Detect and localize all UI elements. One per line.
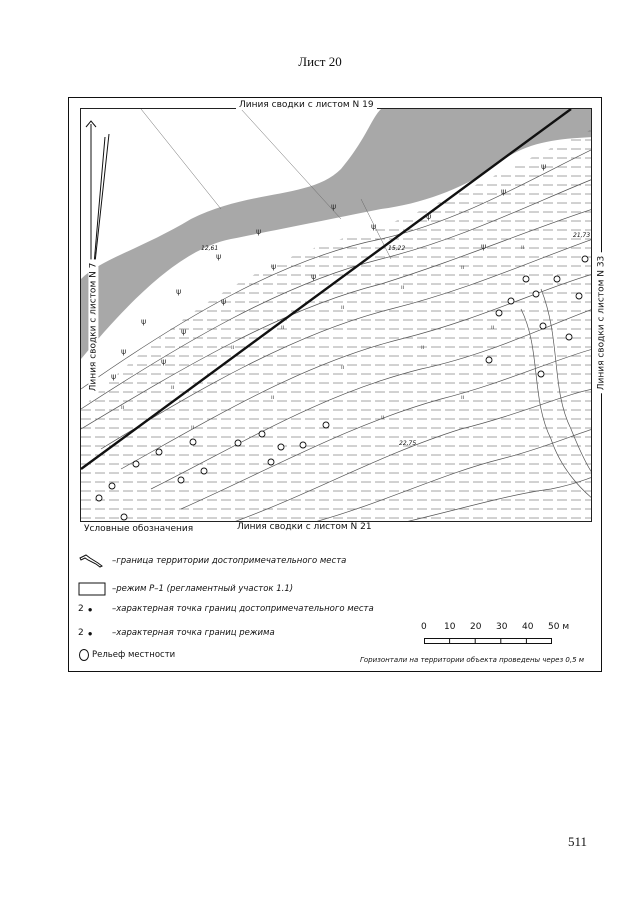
svg-text:ıı: ıı [171, 384, 175, 391]
svg-text:ıı: ıı [341, 364, 345, 371]
svg-text:ıı: ıı [281, 324, 285, 331]
svg-text:ψ: ψ [111, 372, 117, 381]
legend-text: –граница территории достопримечательного места [112, 556, 347, 566]
svg-text:ψ: ψ [501, 187, 507, 196]
point-number: 2 [78, 628, 84, 638]
svg-text:ıı: ıı [461, 394, 465, 401]
svg-text:ψ: ψ [121, 347, 127, 356]
svg-text:ψ: ψ [371, 222, 377, 231]
svg-text:ıı: ıı [341, 304, 345, 311]
edge-label-top: Линия сводки с листом N 19 [236, 100, 377, 110]
svg-text:ıı: ıı [521, 244, 525, 251]
legend-title: Условные обозначения [84, 524, 194, 534]
svg-text:ψ: ψ [311, 272, 317, 281]
elevation-label: 12,61 [201, 245, 219, 252]
svg-text:ψ: ψ [541, 162, 547, 171]
map-drawing [81, 109, 592, 522]
legend-item-regime [78, 580, 293, 598]
svg-text:ψ: ψ [141, 317, 147, 326]
svg-text:ψ: ψ [331, 202, 337, 211]
legend-text: Рельеф местности [92, 650, 176, 660]
legend-item-point-landmark [78, 600, 374, 618]
scale-tick: 50 м [548, 622, 570, 632]
legend-text: –режим Р–1 (регламентный участок 1.1) [112, 584, 294, 594]
scale-tick: 30 [496, 622, 508, 632]
regime-area-icon [78, 582, 112, 596]
point-number: 2 [78, 604, 84, 614]
sheet-title: Лист 20 [298, 54, 342, 69]
svg-text:ψ: ψ [221, 297, 227, 306]
svg-text:ıı: ıı [401, 284, 405, 291]
point-icon: ● [87, 604, 93, 614]
relief-icon [78, 648, 92, 662]
svg-text:ψ: ψ [426, 212, 432, 221]
svg-text:ıı: ıı [271, 394, 275, 401]
scale-bar [418, 622, 588, 652]
svg-text:ψ: ψ [176, 287, 182, 296]
elevation-label: 22,75 [399, 440, 417, 447]
svg-text:ψ: ψ [256, 227, 262, 236]
page-number: 511 [568, 834, 588, 849]
svg-text:ıı: ıı [121, 404, 125, 411]
legend-item-relief [78, 646, 175, 664]
svg-text:ıı: ıı [231, 344, 235, 351]
legend-text: –характерная точка границ достопримечательного места [112, 604, 374, 614]
legend-text: –характерная точка границ режима [112, 628, 275, 638]
legend-item-point-regime [78, 624, 275, 642]
svg-text:ψ: ψ [181, 327, 187, 336]
svg-text:ψ: ψ [161, 357, 167, 366]
svg-text:ψ: ψ [271, 262, 277, 271]
scale-bar-segments [424, 638, 552, 644]
svg-text:ψ: ψ [481, 242, 487, 251]
svg-text:ıı: ıı [381, 414, 385, 421]
edge-label-bottom: Линия сводки с листом N 21 [237, 522, 372, 532]
legend-item-boundary [78, 552, 346, 570]
elevation-label: 15,22 [388, 245, 406, 252]
scale-tick: 10 [444, 622, 456, 632]
contour-footnote: Горизонтали на территории объекта проведены через 0,5 м [360, 656, 585, 664]
svg-text:ıı: ıı [191, 424, 195, 431]
boundary-territory-icon [78, 554, 112, 568]
svg-text:ψ: ψ [216, 252, 222, 261]
scale-tick: 20 [470, 622, 482, 632]
svg-text:ıı: ıı [421, 344, 425, 351]
svg-text:ıı: ıı [461, 264, 465, 271]
map-area[interactable] [80, 108, 592, 522]
edge-label-right: Линия сводки с листом N 33 [596, 253, 606, 394]
svg-text:ıı: ıı [491, 324, 495, 331]
elevation-label: 21,73 [573, 232, 591, 239]
scale-tick: 0 [421, 622, 427, 632]
edge-label-left: Линия сводки с листом N 7 [88, 260, 98, 395]
scale-tick: 40 [522, 622, 534, 632]
point-icon: ● [87, 628, 93, 638]
